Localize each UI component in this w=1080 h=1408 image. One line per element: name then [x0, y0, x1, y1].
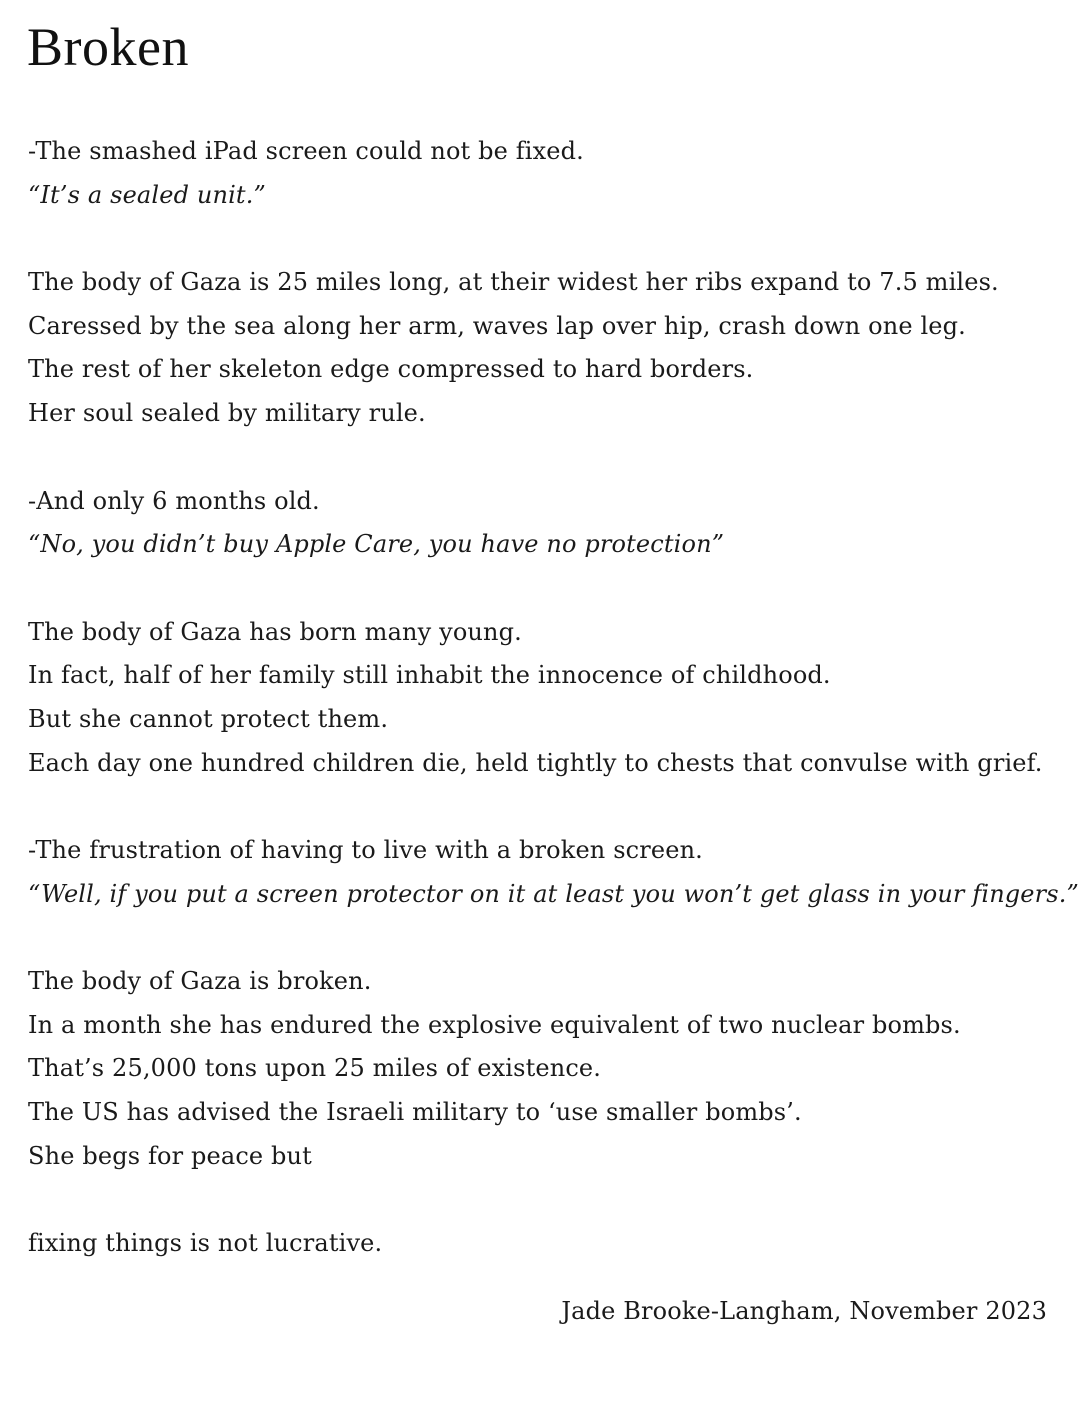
- stanza-gap: [28, 916, 1068, 960]
- poem-body: [28, 130, 1079, 1266]
- stanza-gap: [28, 436, 1068, 480]
- stanza-7: [28, 1222, 1068, 1266]
- poem-line: In a month she has endured the explosive equivalent of two nuclear bombs.: [28, 1010, 961, 1039]
- poem-line: Each day one hundred children die, held tightly to chests that convulse with grief.: [28, 748, 1043, 777]
- poem-quote-line: “No, you didn’t buy Apple Care, you have no protection”: [28, 530, 725, 559]
- stanza-1: [28, 130, 1068, 217]
- poem-title: Broken: [27, 17, 189, 77]
- poem-line: Caressed by the sea along her arm, waves lap over hip, crash down one leg.: [28, 311, 966, 340]
- poem-line: fixing things is not lucrative.: [28, 1229, 383, 1258]
- stanza-gap: [28, 785, 1068, 829]
- stanza-gap: [28, 567, 1068, 611]
- poem-line: The body of Gaza is broken.: [28, 967, 372, 996]
- poem-line: The US has advised the Israeli military to ‘use smaller bombs’.: [28, 1098, 802, 1127]
- poem-quote-line: “Well, if you put a screen protector on it at least you won’t get glass in your fingers.”: [28, 879, 1079, 908]
- stanza-3: [28, 480, 1068, 567]
- poem-line: But she cannot protect them.: [28, 704, 389, 733]
- stanza-gap: [28, 217, 1068, 261]
- stanza-6: [28, 960, 1068, 1178]
- stanza-4: [28, 611, 1068, 786]
- poem-line: That’s 25,000 tons upon 25 miles of existence.: [28, 1054, 602, 1083]
- poem-line: She begs for peace but: [28, 1141, 312, 1170]
- poem-line: -The smashed iPad screen could not be fixed.: [28, 137, 584, 165]
- poem-line: The body of Gaza is 25 miles long, at their widest her ribs expand to 7.5 miles.: [28, 268, 999, 297]
- stanza-gap: [28, 1179, 1068, 1223]
- poem-line: The rest of her skeleton edge compressed to hard borders.: [28, 355, 754, 384]
- poem-line: -And only 6 months old.: [28, 486, 320, 515]
- poem-line: The body of Gaza has born many young.: [28, 617, 522, 646]
- poem-line: -The frustration of having to live with a broken screen.: [28, 836, 703, 864]
- poem-quote-line: “It’s a sealed unit.”: [28, 180, 266, 209]
- stanza-5: [28, 829, 1079, 916]
- author-signature: Jade Brooke-Langham, November 2023: [561, 1297, 1047, 1325]
- poem-line: In fact, half of her family still inhabit the innocence of childhood.: [28, 661, 831, 690]
- stanza-2: [28, 261, 1068, 436]
- poem-line: Her soul sealed by military rule.: [28, 399, 426, 428]
